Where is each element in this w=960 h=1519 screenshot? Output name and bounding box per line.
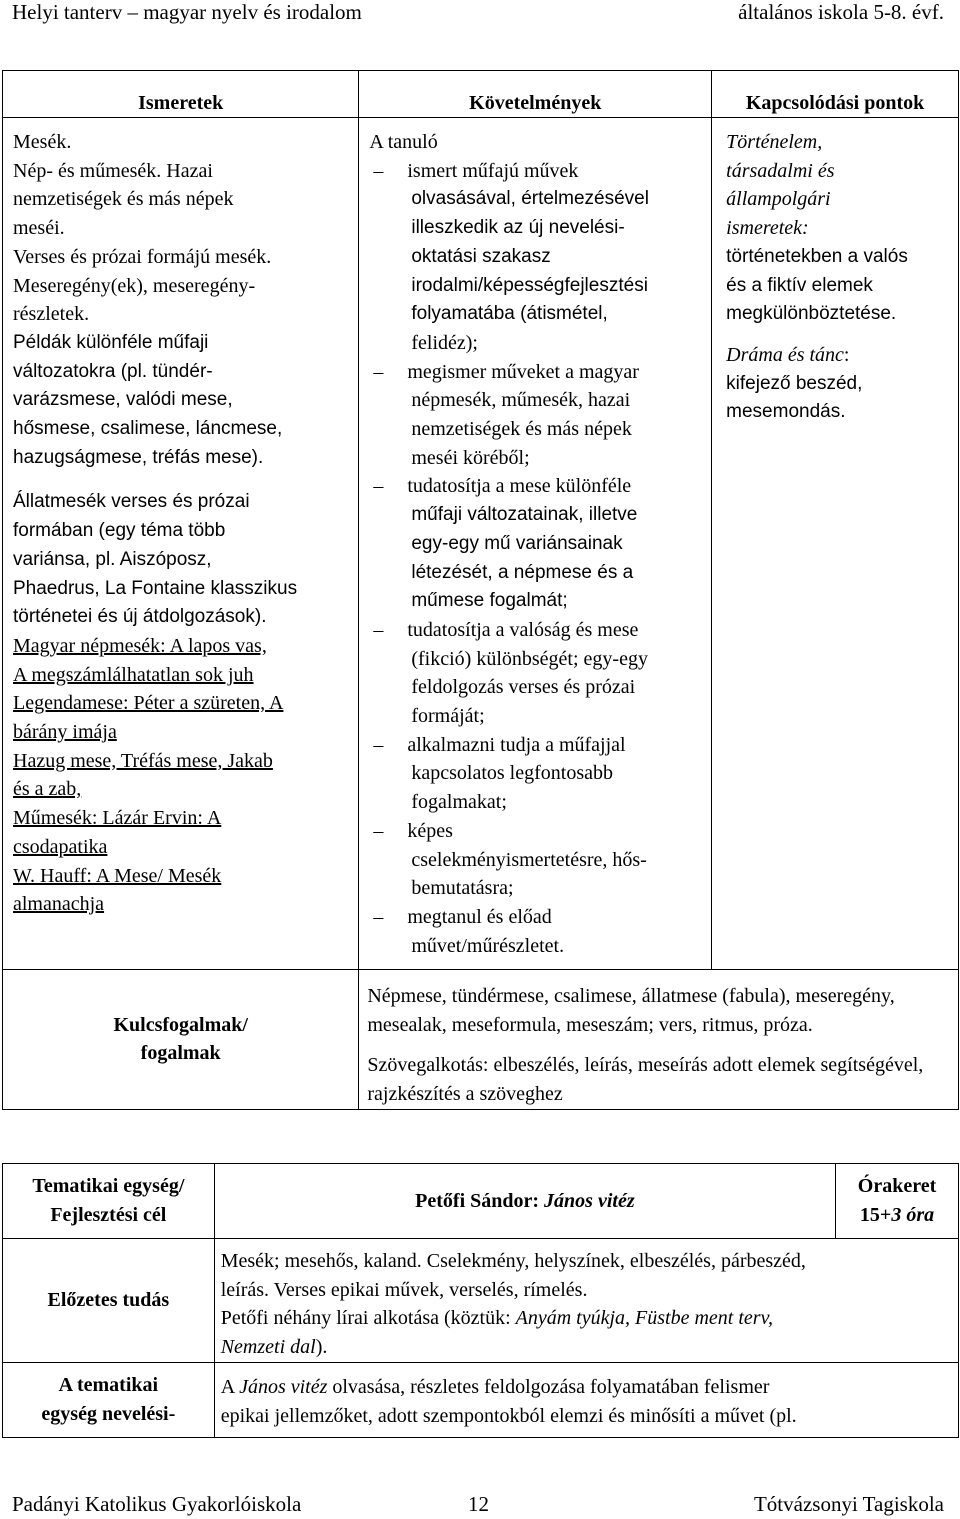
ismeretek-line: Állatmesék verses és prózai (13, 491, 250, 513)
dash-bullet: – (373, 819, 384, 842)
kovetelmeny-item: – megismer műveket a magyar (369, 358, 711, 387)
kovetelmeny-line: folyamatába (átismétel, (411, 303, 608, 325)
kovetelmeny-line: felidéz); (411, 331, 478, 354)
ismeretek-line: varázsmese, valódi mese, (13, 389, 233, 411)
dash-bullet: – (373, 618, 384, 641)
kulcsfogalmak-label: Kulcsfogalmak/ fogalmak (3, 970, 359, 1110)
kovetelmeny-line: cselekményismertetésre, hős- (411, 848, 647, 871)
kovetelmeny-line: népmesék, műmesék, hazai (411, 389, 631, 412)
ismeretek-line: Példák különféle műfaji (13, 331, 209, 353)
ismeretek-line: meséi. (13, 217, 65, 240)
ismeretek-line: Verses és prózai formájú mesék. (13, 245, 272, 268)
header-right: általános iskola 5-8. évf. (738, 0, 944, 24)
kovetelmenyek-cell (359, 118, 712, 970)
kovetelmeny-item: – képes (369, 817, 711, 846)
ismeretek-line (13, 472, 358, 488)
ismeretek-line: Magyar népmesék: A lapos vas, (13, 634, 267, 657)
kulcsfogalmak-content: Népmese, tündérmese, csalimese, állatmese (fabula), meseregény, mesealak, meseformula, meseszám; vers, ritmus, próza. Szövegalkotás: elbeszélés, leírás, meseírás adott elemek segítségével, rajzkészítés a szöveghez (359, 970, 959, 1110)
kapcsolodasi-text: megkülönböztetése. (726, 303, 897, 325)
ismeretek-line: történetei és új átdolgozások). (13, 606, 267, 628)
tanulo-intro: A tanuló (369, 131, 438, 153)
kovetelmeny-line: kapcsolatos legfontosabb (411, 762, 613, 785)
ismeretek-line: variánsa, pl. Aiszóposz, (13, 548, 212, 570)
kovetelmeny-line: meséi köréből; (411, 446, 530, 469)
kovetelmeny-line: formáját; (411, 705, 485, 728)
kovetelmeny-line: művet/műrészletet. (411, 934, 565, 957)
col-header-ismeretek: Ismeretek (3, 71, 359, 118)
dash-bullet: – (373, 905, 384, 928)
kovetelmeny-line: (fikció) különbségét; egy-egy (411, 647, 648, 670)
ismeretek-line: Meseregény(ek), meseregény- (13, 274, 256, 297)
dash-bullet: – (373, 733, 384, 756)
tematikai-neveles-content: A János vitéz olvasása, részletes feldolgozása folyamatában felismer epikai jellemzőket, adott szempontokból elemzi és minősíti a művet (pl. (214, 1362, 958, 1437)
ismeretek-line: Műmesék: Lázár Ervin: A (13, 807, 222, 830)
curriculum-table (2, 70, 959, 1110)
subject-drama: Dráma és tánc (726, 343, 844, 366)
kovetelmeny-item: – ismert műfajú művek (369, 157, 711, 186)
elozetes-label: Előzetes tudás (3, 1239, 215, 1363)
kovetelmeny-line: műfaji változatainak, illetve (411, 504, 638, 526)
tematikai-neveles-label: A tematikai egység nevelési- (3, 1362, 215, 1437)
kapcsolodasi-text: történetekben a valós (726, 245, 908, 267)
kapcsolodasi-cell: Történelem, társadalmi és állampolgári ismeretek: történetekben a valós és a fiktív elemek megkülönböztetése. Dráma és tánc: kifejező beszéd, mesemondás. (712, 118, 959, 970)
ismeretek-line: Nép- és műmesék. Hazai (13, 159, 213, 182)
ismeretek-line: W. Hauff: A Mese/ Mesék (13, 864, 222, 887)
unit-title: Petőfi Sándor: János vitéz (214, 1164, 835, 1239)
subject-line: ismeretek: (726, 217, 809, 240)
ismeretek-line: almanachja (13, 893, 105, 916)
ismeretek-line: A megszámlálhatatlan sok juh (13, 663, 254, 686)
kovetelmeny-line: fogalmakat; (411, 791, 507, 814)
kapcsolodasi-text: és a fiktív elemek (726, 274, 873, 296)
kapcsolodasi-text: mesemondás. (726, 401, 846, 423)
kovetelmeny-line: feldolgozás verses és prózai (411, 676, 636, 699)
dash-bullet: – (373, 159, 384, 182)
col-header-kovetelmenyek: Követelmények (359, 71, 712, 118)
ismeretek-line: hősmese, csalimese, láncmese, (13, 418, 283, 440)
ismeretek-line: részletek. (13, 303, 90, 326)
ismeretek-line: nemzetiségek és más népek (13, 188, 234, 211)
subject-line: Történelem, (726, 131, 823, 153)
ismeretek-cell (3, 118, 359, 970)
dash-bullet: – (373, 360, 384, 383)
kovetelmeny-line: létezését, a népmese és a (411, 561, 634, 583)
tematikai-label: Tematikai egység/ Fejlesztési cél (3, 1164, 215, 1239)
kovetelmeny-line: irodalmi/képességfejlesztési (411, 274, 648, 296)
header-left: Helyi tanterv – magyar nyelv és irodalom (12, 0, 362, 24)
kovetelmeny-item: – tudatosítja a valóság és mese (369, 616, 711, 645)
orakeret: Órakeret 15+3 óra (836, 1164, 959, 1239)
kapcsolodasi-text: kifejező beszéd, (726, 372, 863, 394)
kovetelmeny-item: – tudatosítja a mese különféle (369, 472, 711, 501)
kovetelmeny-item: – alkalmazni tudja a műfajjal (369, 731, 711, 760)
footer-left: Padányi Katolikus Gyakorlóiskola (12, 1492, 302, 1516)
ismeretek-line: csodapatika (13, 835, 108, 858)
kovetelmeny-line: olvasásával, értelmezésével (411, 188, 649, 210)
kovetelmeny-line: műmese fogalmát; (411, 590, 568, 612)
footer-right: Tótvázsonyi Tagiskola (753, 1492, 944, 1516)
page-number: 12 (468, 1492, 489, 1516)
ismeretek-line: hazugságmese, tréfás mese). (13, 446, 264, 468)
col-header-kapcsolodasi: Kapcsolódási pontok (712, 71, 959, 118)
dash-bullet: – (373, 475, 384, 498)
ismeretek-line: Mesék. (13, 131, 72, 153)
ismeretek-line: Phaedrus, La Fontaine klasszikus (13, 577, 298, 599)
kovetelmeny-line: egy-egy mű variánsainak (411, 532, 623, 554)
ismeretek-line: változatokra (pl. tündér- (13, 360, 213, 382)
subject-line: társadalmi és (726, 159, 835, 182)
tematikai-table (2, 1163, 959, 1438)
kovetelmeny-line: nemzetiségek és más népek (411, 418, 632, 441)
ismeretek-line: Hazug mese, Tréfás mese, Jakab (13, 749, 273, 772)
ismeretek-line: és a zab, (13, 778, 82, 801)
kovetelmeny-line: oktatási szakasz (411, 245, 551, 267)
subject-line: állampolgári (726, 188, 831, 211)
kovetelmeny-item: – megtanul és előad (369, 903, 711, 932)
ismeretek-line: formában (egy téma több (13, 520, 226, 542)
ismeretek-line: Legendamese: Péter a szüreten, A (13, 692, 284, 715)
kovetelmeny-line: bemutatásra; (411, 877, 514, 900)
ismeretek-line: bárány imája (13, 721, 117, 744)
kovetelmeny-line: illeszkedik az új nevelési- (411, 217, 625, 239)
elozetes-content: Mesék; mesehős, kaland. Cselekmény, helyszínek, elbeszélés, párbeszéd, leírás. Verses epikai művek, verselés, rímelés. Petőfi néhány lírai alkotása (köztük: Anyám tyúkja, Füstbe ment terv, Nemzeti dal). (214, 1239, 958, 1363)
